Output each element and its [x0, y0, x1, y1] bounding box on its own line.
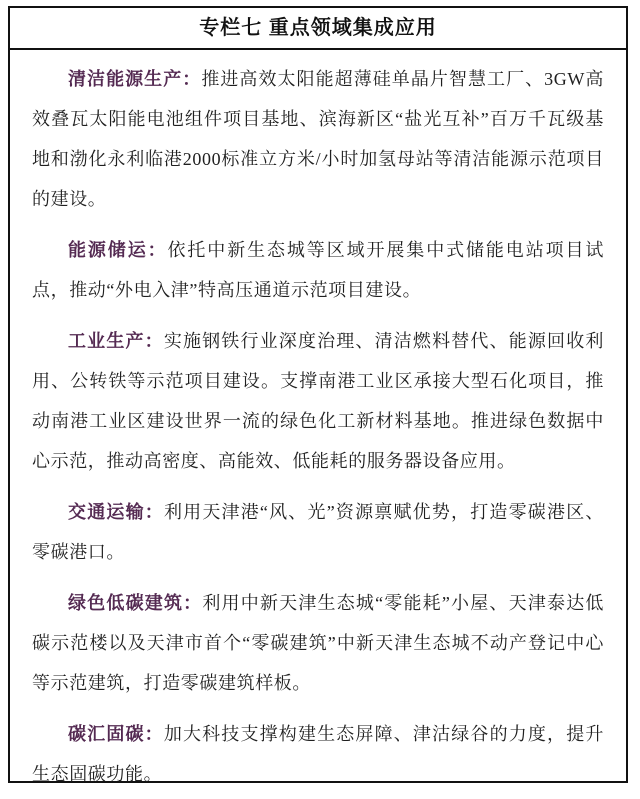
- section-energy-storage-transport: [32, 230, 604, 310]
- section-text: 依托中新生态城等区域开展集中式储能电站项目试点，推动“外电入津”特高压通道示范项目建设。: [32, 240, 604, 300]
- section-label: 交通运输：: [68, 502, 164, 522]
- section-text: 利用中新天津生态城“零能耗”小屋、天津泰达低碳示范楼以及天津市首个“零碳建筑”中新天津生态城不动产登记中心等示范建筑，打造零碳建筑样板。: [32, 593, 604, 693]
- section-green-low-carbon-building: [32, 583, 604, 703]
- section-transportation: [32, 492, 604, 572]
- column-title: 专栏七 重点领域集成应用: [10, 8, 626, 50]
- section-text: 实施钢铁行业深度治理、清洁燃料替代、能源回收利用、公转铁等示范项目建设。支撑南港工业区承接大型石化项目，推动南港工业区建设世界一流的绿色化工新材料基地。推进绿色数据中心示范，推动高密度、高能效、低能耗的服务器设备应用。: [32, 331, 604, 471]
- section-label: 清洁能源生产：: [68, 69, 202, 89]
- section-clean-energy-production: [32, 59, 604, 219]
- section-text: 推进高效太阳能超薄硅单晶片智慧工厂、3GW高效叠瓦太阳能电池组件项目基地、滨海新区“盐光互补”百万千瓦级基地和渤化永利临港2000标准立方米/小时加氢母站等清洁能源示范项目的建设。: [32, 69, 604, 209]
- section-label: 能源储运：: [68, 240, 168, 260]
- section-label: 绿色低碳建筑：: [68, 593, 203, 613]
- section-carbon-sink-sequestration: [32, 714, 604, 794]
- section-industrial-production: [32, 321, 604, 481]
- column-box: [8, 6, 628, 783]
- section-text: 加大科技支撑构建生态屏障、津沽绿谷的力度，提升生态固碳功能。: [32, 724, 604, 784]
- column-body: [10, 50, 626, 794]
- section-label: 碳汇固碳：: [68, 724, 164, 744]
- section-label: 工业生产：: [68, 331, 164, 351]
- section-text: 利用天津港“风、光”资源禀赋优势，打造零碳港区、零碳港口。: [32, 502, 604, 562]
